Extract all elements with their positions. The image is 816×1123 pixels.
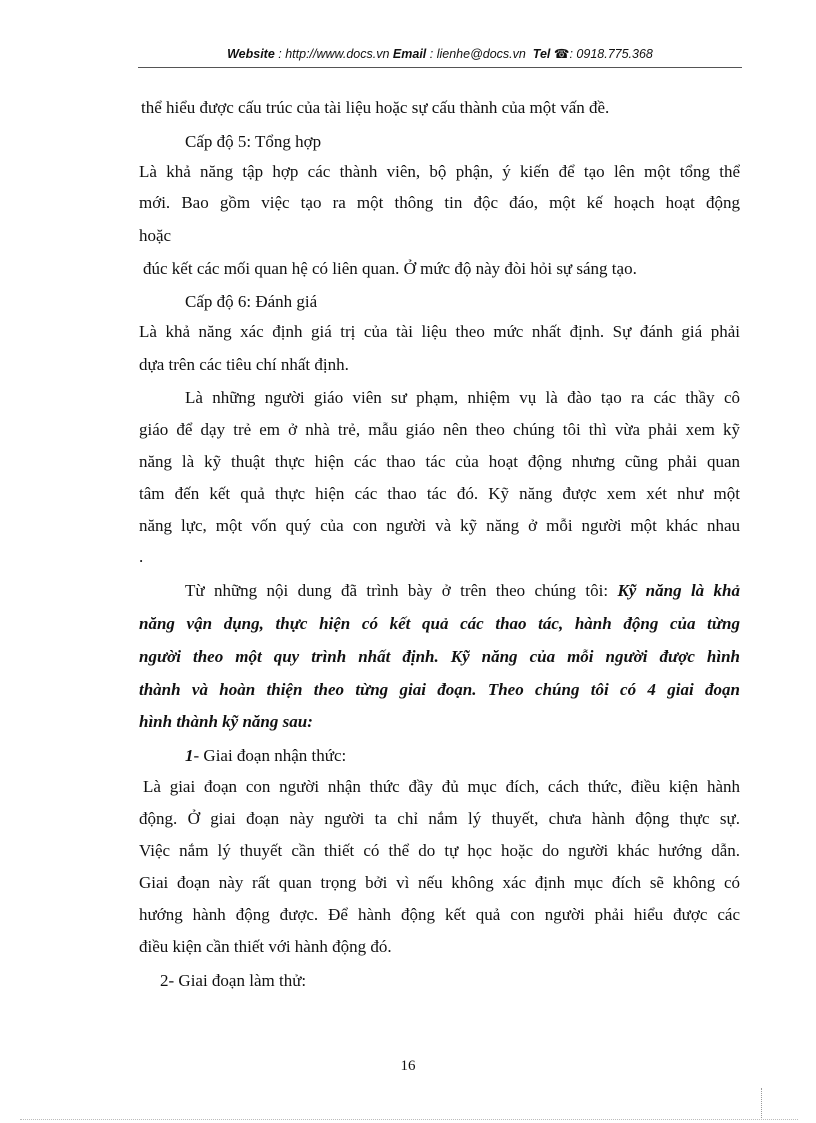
text-line: thể hiểu được cấu trúc của tài liệu hoặc sự cấu thành của một vấn đề. <box>141 98 610 117</box>
section-heading-level-5: Cấp độ 5: Tổng hợp <box>185 132 322 151</box>
crop-mark-vertical <box>761 1088 762 1118</box>
telephone-icon: ☎ <box>553 47 570 61</box>
tel-label: Tel <box>532 47 551 61</box>
email-address[interactable]: lienhe@docs.vn <box>436 47 526 61</box>
text-line: Là giai đoạn con người nhận thức đầy đủ mục đích, cách thức, điều kiện hành <box>143 777 740 796</box>
crop-mark-horizontal <box>20 1119 798 1120</box>
text-line: Là khả năng tập hợp các thành viên, bộ phận, ý kiến để tạo lên một tổng thể <box>139 162 740 181</box>
definition-bold-line: người theo một quy trình nhất định. Kỹ năng của mỗi người được hình <box>139 647 740 666</box>
definition-intro: Từ những nội dung đã trình bày ở trên theo chúng tôi: <box>185 581 618 600</box>
text-line: điều kiện cần thiết với hành động đó. <box>139 937 392 956</box>
text-line: Việc nắm lý thuyết cần thiết có thể do tự học hoặc do người khác hướng dẫn. <box>139 841 740 860</box>
definition-lead-line <box>185 580 740 602</box>
email-separator: : <box>426 47 437 61</box>
email-label: Email <box>392 47 427 61</box>
website-url[interactable]: http://www.docs.vn <box>285 47 390 61</box>
text-line: động. Ở giai đoạn này người ta chỉ nắm lý thuyết, chưa hành động thực sự. <box>139 809 740 828</box>
text-line: đúc kết các mối quan hệ có liên quan. Ở mức độ này đòi hỏi sự sáng tạo. <box>143 259 637 278</box>
definition-bold-line: năng vận dụng, thực hiện có kết quả các thao tác, hành động của từng <box>139 614 740 633</box>
stage-1-heading <box>185 745 346 767</box>
text-line: mới. Bao gồm việc tạo ra một thông tin độc đáo, một kế hoạch hoạt động <box>139 193 740 212</box>
text-line: giáo để dạy trẻ em ở nhà trẻ, mẫu giáo nên theo chúng tôi thì vừa phải xem kỹ <box>139 420 740 439</box>
definition-bold-line: hình thành kỹ năng sau: <box>139 712 313 731</box>
definition-bold-start: Kỹ năng là khả <box>617 581 740 600</box>
text-line: năng là kỹ thuật thực hiện các thao tác của hoạt động nhưng cũng phải quan <box>139 452 740 471</box>
text-line: . <box>139 547 144 566</box>
text-line: Giai đoạn này rất quan trọng bởi vì nếu không xác định mục đích sẽ không có <box>139 873 740 892</box>
stage-1-number: 1 <box>185 746 194 765</box>
text-line: dựa trên các tiêu chí nhất định. <box>139 355 349 374</box>
text-line: hướng hành động được. Để hành động kết quả con người phải hiểu được các <box>139 905 740 924</box>
page-number: 16 <box>400 1058 416 1074</box>
text-line: hoặc <box>139 226 172 245</box>
tel-number: 0918.775.368 <box>576 47 653 61</box>
stage-1-title: - Giai đoạn nhận thức: <box>193 746 347 765</box>
website-label: Website <box>227 47 275 61</box>
header-divider <box>138 67 742 68</box>
text-line: năng lực, một vốn quý của con người và kỹ năng ở mỗi người một khác nhau <box>139 516 740 535</box>
tel-separator: : <box>569 47 577 61</box>
website-separator: : <box>274 47 286 61</box>
definition-bold-line: thành và hoàn thiện theo từng giai đoạn. Theo chúng tôi có 4 giai đoạn <box>139 680 740 699</box>
stage-2-heading: 2- Giai đoạn làm thử: <box>160 971 307 990</box>
text-line: Là khả năng xác định giá trị của tài liệu theo mức nhất định. Sự đánh giá phải <box>139 322 740 341</box>
section-heading-level-6: Cấp độ 6: Đánh giá <box>185 292 318 311</box>
page-header <box>140 46 740 66</box>
text-line: tâm đến kết quả thực hiện các thao tác đó. Kỹ năng được xem xét như một <box>139 484 740 503</box>
text-line: Là những người giáo viên sư phạm, nhiệm vụ là đào tạo ra các thầy cô <box>185 388 740 407</box>
